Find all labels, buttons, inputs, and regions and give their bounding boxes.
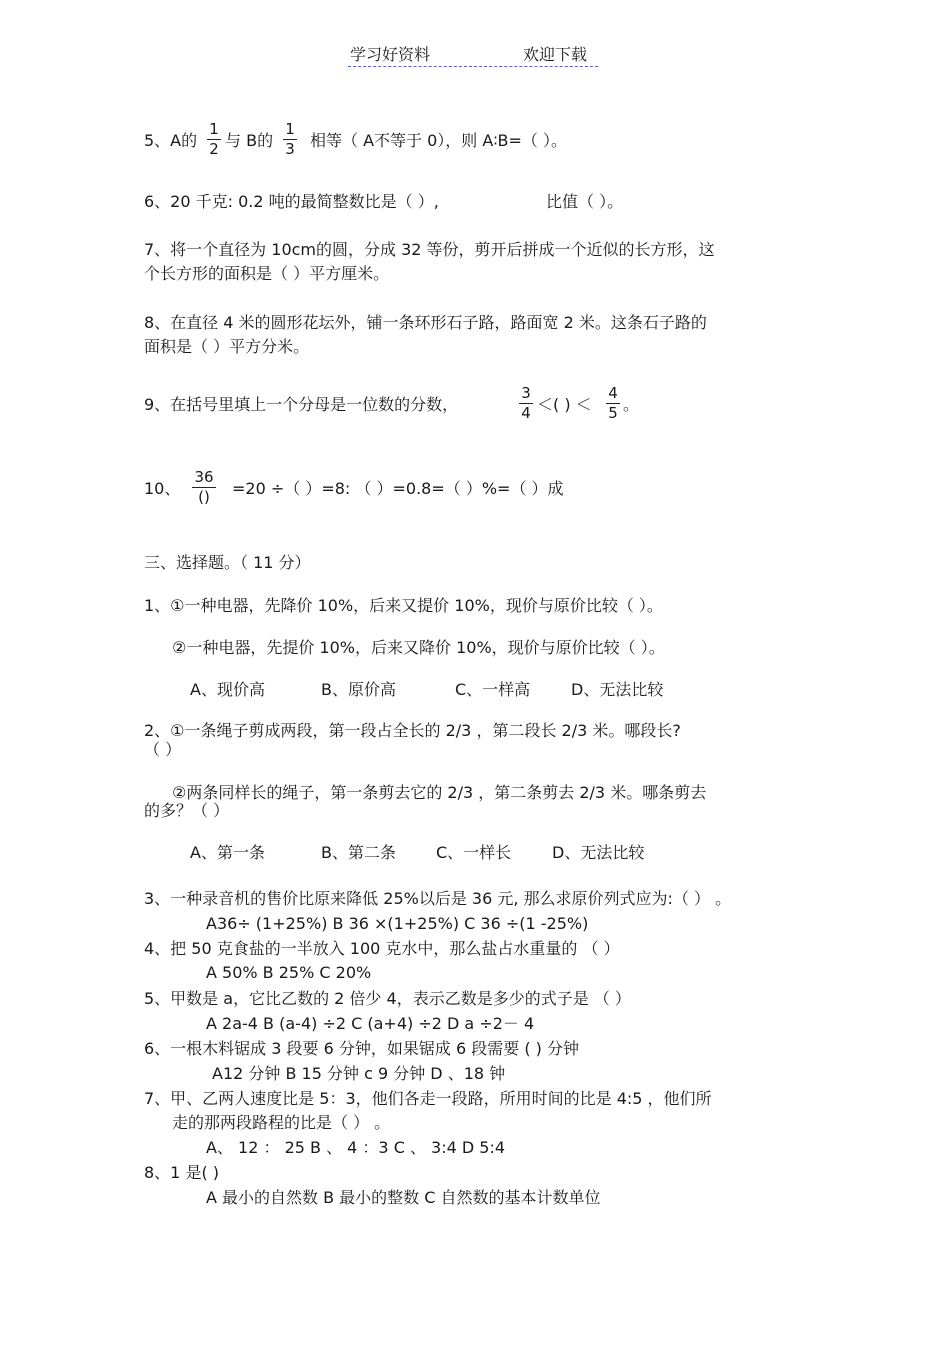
c2-line-4: 的多？（ ） [144,801,230,820]
q5-fraction-1 [207,121,221,158]
c2-option-c: C、一样长 [436,843,512,862]
c2-option-a: A、第一条 [190,843,265,862]
c2-line-3: ②两条同样长的绳子，第一条剪去它的 2/3 ，第二条剪去 2/3 米。哪条剪去 [172,783,707,802]
page-header [348,40,598,67]
q7-line-1: 7、将一个直径为 10cm的圆，分成 32 等份，剪开后拼成一个近似的长方形，这 [144,240,715,259]
q9-fraction-2 [606,385,620,422]
c2-line-1: 2、①一条绳子剪成两段，第一段占全长的 2/3 ，第二段长 2/3 米。哪段长? [144,721,681,740]
c1-option-d: D、无法比较 [571,680,664,699]
c7-options: A、 12 ： 25 B 、 4 ：3 C 、 3:4 D 5:4 [206,1138,506,1157]
q10-fraction [192,469,216,506]
q9-fraction-1 [519,385,533,422]
c2-option-b: B、第二条 [321,843,396,862]
q5-frac2-num: 1 [285,120,295,138]
q6-text-a: 6、20 千克: 0.2 吨的最简整数比是（ ）, [144,192,439,211]
q5-frac1-den: 2 [209,140,219,158]
q9-frac2-num: 4 [608,384,618,402]
q10-frac-num: 36 [194,468,214,486]
c3-options: A36÷ (1+25%) B 36 ×(1+25%) C 36 ÷(1 -25%) [206,914,589,933]
q10-frac-den: () [198,488,210,506]
q5-text-a: 5、A的 [144,131,198,150]
q9-frac2-den: 5 [608,404,618,422]
c7-line-2: 走的那两段路程的比是（ ） 。 [172,1113,391,1132]
c1-option-b: B、原价高 [321,680,396,699]
q6-text-b: 比值（ ）。 [546,192,624,211]
q7-line-2: 个长方形的面积是（ ）平方厘米。 [144,264,390,283]
q5-frac2-den: 3 [285,140,295,158]
c1-line-1: 1、①一种电器，先降价 10%，后来又提价 10%，现价与原价比较（ ）。 [144,596,663,615]
c5-question: 5、甲数是 a，它比乙数的 2 倍少 4，表示乙数是多少的式子是 （ ） [144,989,631,1008]
q5-text-c: 相等（ A不等于 0），则 A∶B=（ ）。 [310,131,567,150]
c1-option-c: C、一样高 [455,680,531,699]
q9-text-a: 9、在括号里填上一个分母是一位数的分数， [144,395,459,414]
c2-option-d: D、无法比较 [552,843,645,862]
header-right: 欢迎下载 [523,45,588,64]
q9-text-mid: ＜( ) ＜ [537,395,592,414]
c2-line-2: （ ） [144,740,182,759]
c5-options: A 2a-4 B (a-4) ÷2 C (a+4) ÷2 D a ÷2－ 4 [206,1014,535,1033]
q9-frac1-den: 4 [521,404,531,422]
q10-text-b: =20 ÷（ ）=8: （ ）=0.8=（ ）%=（ ）成 [232,479,564,498]
q9-text-end: 。 [623,395,640,414]
header-left: 学习好资料 [350,45,431,64]
c4-question: 4、把 50 克食盐的一半放入 100 克水中，那么盐占水重量的 （ ） [144,939,620,958]
q5-text-b: 与 B的 [225,131,274,150]
q8-line-1: 8、在直径 4 米的圆形花坛外，铺一条环形石子路，路面宽 2 米。这条石子路的 [144,313,707,332]
c1-line-2: ②一种电器，先提价 10%，后来又降价 10%，现价与原价比较（ ）。 [172,638,665,657]
q5-fraction-2 [283,121,297,158]
c6-options: A12 分钟 B 15 分钟 c 9 分钟 D 、18 钟 [212,1064,506,1083]
section-3-title: 三、选择题。（ 11 分） [144,553,311,572]
q5-frac1-num: 1 [209,120,219,138]
c8-question: 8、1 是( ) [144,1163,220,1182]
c3-question: 3、一种录音机的售价比原来降低 25%以后是 36 元, 那么求原价列式应为:（ ） 。 [144,889,732,908]
q9-frac1-num: 3 [521,384,531,402]
c7-line-1: 7、甲、乙两人速度比是 5：3，他们各走一段路，所用时间的比是 4:5 ，他们所 [144,1089,712,1108]
q8-line-2: 面积是（ ）平方分米。 [144,337,310,356]
c4-options: A 50% B 25% C 20% [206,963,372,982]
c6-question: 6、一根木料锯成 3 段要 6 分钟，如果锯成 6 段需要 ( ) 分钟 [144,1039,579,1058]
c8-options: A 最小的自然数 B 最小的整数 C 自然数的基本计数单位 [206,1188,601,1207]
q10-text-a: 10、 [144,479,181,498]
c1-option-a: A、现价高 [190,680,265,699]
